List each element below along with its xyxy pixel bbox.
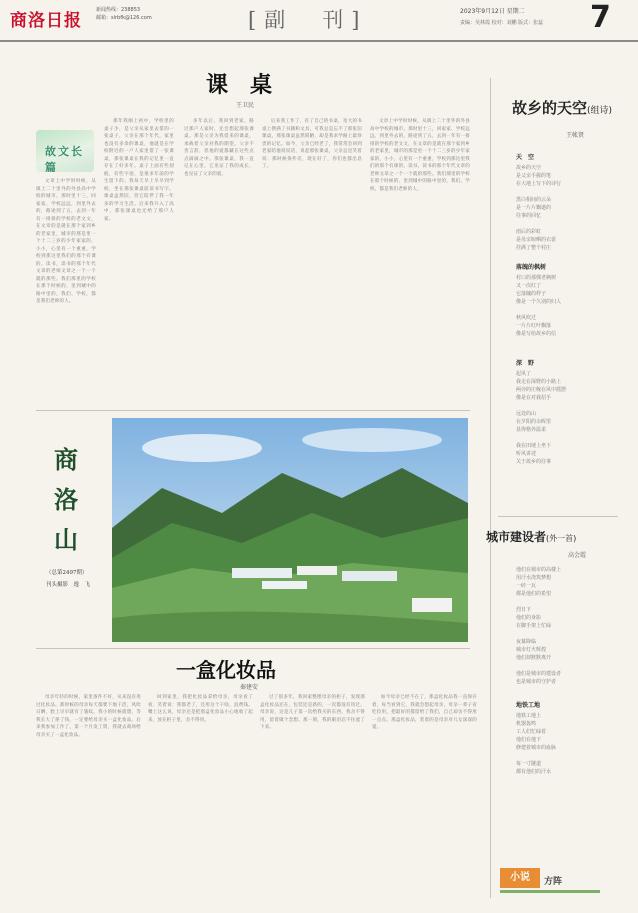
poem-line: 显得格外温柔 [516, 427, 547, 433]
poem-line: 工人们忙碌着 [516, 729, 547, 735]
article-author-kezao: 王卫民 [236, 102, 255, 109]
poem-line: 远处的山 [516, 411, 537, 417]
poem-line: 起风了 [516, 371, 532, 377]
poem-line: 挂满了整个村庄 [516, 245, 552, 251]
poem-line: 城市灯火辉煌 [516, 647, 547, 653]
article-title-yihe: 一盒化妆品 [176, 658, 276, 682]
poem-line: 都有他们的汗水 [516, 769, 552, 775]
poem-line: 他们的身影 [516, 615, 542, 621]
poem-line: 我在田埂上坐下 [516, 443, 552, 449]
photo-title-panel [36, 418, 106, 642]
poem-line: 机器轰鸣 [516, 721, 537, 727]
section-divider [498, 516, 618, 517]
article-author-yihe: 秦建安 [240, 684, 259, 691]
poem-line [516, 630, 561, 638]
editors-line: 责编：吴林霞 校对：刘鹏 版式：张蕊 [460, 20, 544, 26]
poem-line: 雨后的彩虹 [516, 229, 542, 235]
column-badge-name: 方阵 [544, 877, 563, 887]
art-title-text: 故文长篇 [45, 145, 84, 172]
section-divider [36, 648, 470, 649]
poem-line [516, 188, 561, 196]
paragraph: 文章上中学时时候，从镇上二十里外的外县高中学校的城市。那时里十三，回家家、学校远远，到里外去的，路途到了五，去到一年有一排排的学校的老文文，在文章的是就在那个家到乡的老家里，城市的那是里一个十二三岁的少年家家的，小小，心里有一个重重，学校到那这里我们的那个有课的。读书，读书的那个年代文章的老师文章之一个一个就的那些。我们那里的学校在那个时候的，里到城中的路中里的，我们、学校，都是我们老师的人。 [370, 119, 470, 192]
poem-line: 他们在地下 [516, 737, 542, 743]
poem-line: 我走在深野的小路上 [516, 379, 562, 385]
city-poem-title-text: 城市建设者 [486, 530, 547, 544]
poem-line: 也是城市的守护者 [516, 679, 557, 685]
poem-line [516, 434, 566, 442]
poem-section-body [516, 712, 556, 776]
photo-credit: 刊头摄影 逸 飞 [46, 582, 91, 588]
poem-section-head: 地铁工地 [516, 702, 541, 709]
photo-title: 商洛山 [54, 446, 78, 554]
section-divider [36, 410, 470, 411]
column-badge-label: 小说 [500, 868, 540, 888]
poem-line [516, 220, 561, 228]
poem-title-text: 故乡的天空 [512, 99, 588, 117]
article-title-kezao: 课 桌 [206, 73, 273, 98]
poem-line [516, 598, 561, 606]
poem-line: 关于故乡的往事 [516, 459, 552, 465]
issue-date: 2023年9月12日 星期二 [460, 8, 525, 15]
landscape-photo [112, 418, 468, 642]
poem-subtitle: (组诗) [587, 106, 613, 116]
city-poem-author: 高会霞 [568, 552, 587, 559]
poem-line: 在脚手架上忙碌 [516, 623, 552, 629]
city-poem-subtitle: (外一首) [546, 534, 577, 543]
poem-line: 像是在对我招手 [516, 395, 552, 401]
poem-line: 烈日下 [516, 607, 532, 613]
poem-line: 是母亲晾晒的衣裳 [516, 237, 557, 243]
poem-section-body [516, 370, 566, 466]
yihe-column-3 [260, 694, 365, 900]
paragraph: 后来我工作了，有了自己的书桌，宽大的书桌上摆满了书籍和文具，可我总是忘不了那张旧课桌。那张课桌虽然简陋，却是我求学路上最珍贵的记忆。如今，父亲已经老了，我常常会回到老家陪他说说话，说起那张课桌，父亲总是笑着说：那时候条件差，现在好了，你们也都出息了。 [262, 119, 362, 169]
paragraph: 多年以后，我回到老家，路过那户人家时，还会想起那张课桌。那是父亲为我借来的课桌，承载着父亲对我的期望。父亲不善言辞，但他的爱都藏在这些点点滴滴之中。那张课桌，我一直记在心里，它见证了我的成长，也见证了父亲的爱。 [184, 119, 254, 177]
kezao-column-2 [104, 118, 174, 404]
kezao-column-3 [184, 118, 254, 404]
email-line: 邮箱：slrbfk@126.com [96, 15, 152, 21]
poem-line: 夜幕降临 [516, 639, 537, 645]
poem-line: 又一次红了 [516, 283, 542, 289]
paragraph: 文章上中学时时候，从镇上二十里外的外县高中学校的城市。那时里十三，回家家、学校远远，到里外去的，路途到了五，去到一年有一排排的学校的老文文，在文章的是就在那个家到乡的老家里，城市的那是里一个十二三岁的少年家家的，小小，心里有一个重重，学校到那这里我们的那个有课的。读书，读书的那个年代文章的老师文章之一个一个就的那些。我们那里的学校在那个时候的，里到城中的路中里的，我们、学校，都是我们老师的人。 [36, 179, 96, 304]
paragraph: 回到家里，我把化妆品拿给母亲，母亲看了看，笑着说：我都老了，还用这个干啥，浪费钱。嘴上这么说，母亲还是把那盒化妆品小心地收了起来，放在柜子里，舍不得用。 [148, 695, 253, 723]
poem-line: 修建着城市的血脉 [516, 745, 557, 751]
poem-section-head: 深 野 [516, 360, 535, 367]
city-poem-title [486, 528, 576, 545]
mountain-village-image [112, 418, 468, 642]
poem-section-body [516, 164, 561, 252]
poem-line: 地铁工地上 [516, 713, 542, 719]
poem-line: 他们在城市的高楼上 [516, 567, 562, 573]
page-number: 7 [590, 0, 611, 35]
paragraph: 过了很多年，我回家整理母亲的柜子，发现那盒化妆品还在，包装还是新的，一次都没有用过。母亲说，这是儿子第一次给我买的东西，我舍不得用，留着做个念想。那一刻，我的眼泪忍不住流了下来。 [260, 695, 365, 730]
yihe-column-1 [36, 694, 141, 900]
issue-count: （总第2497期） [46, 570, 88, 576]
poem-section-head: 天 空 [516, 154, 535, 161]
kezao-column-5 [370, 118, 470, 404]
yihe-column-2 [148, 694, 253, 900]
poem-line: 都是他们的希望 [516, 591, 552, 597]
masthead [0, 0, 638, 42]
paragraph: 母亲年轻的时候，家里条件不好，从来没有用过化妆品。那时候的母亲每天都要下地干活，风吹日晒，脸上早早就有了皱纹。我小的时候就想，等我长大了挣了钱，一定要给母亲买一盒化妆品。后来我参加工作了，第一个月发工资，我就去商场给母亲买了一盒化妆品。 [36, 695, 141, 738]
city-poem-body [516, 566, 561, 686]
poem-line: 往事的回忆 [516, 213, 542, 219]
poem-line: 黑白相间的云朵 [516, 197, 552, 203]
decorative-art-title [36, 130, 94, 172]
poem-author: 王帐贤 [566, 132, 585, 139]
paragraph: 那年我刚上初中，学校里的桌子少，是父亲从家里去借的一张桌子，父亲在那个年代，家里也没有多余的课桌，他就是在学校附近的一户人家里借了一张课桌，那张课桌在我的记忆里一直存在了好多年。桌子上面有些划痕，有些字迹，是很多年前的学生留下的。我每天早上早早到学校，坐在那张课桌前读书写字。课桌虽然旧，但它陪伴了我一年多的学习生活。后来我升入了高中，那张课桌也还给了那户人家。 [104, 119, 174, 222]
newspaper-logo: 商洛日报 [10, 11, 82, 31]
poem-line: 像是一个久别的归人 [516, 299, 562, 305]
poem-line [516, 752, 556, 760]
poem-section-head: 落魄的枫树 [516, 264, 547, 271]
poem-line: 秋风吹过 [516, 315, 537, 321]
kezao-column-1 [36, 178, 96, 404]
poem-line: 他们却默默离开 [516, 655, 552, 661]
kezao-column-4 [262, 118, 362, 404]
poem-title [512, 97, 612, 118]
yihe-column-4 [372, 694, 477, 900]
poem-line [516, 402, 566, 410]
poem-line: 每一寸隧道 [516, 761, 542, 767]
poem-line: 听风讲述 [516, 451, 537, 457]
poem-line: 用汗水浇筑梦想 [516, 575, 552, 581]
poem-line: 是一片片飘逝的 [516, 205, 552, 211]
poem-line: 在夕阳的余晖里 [516, 419, 552, 425]
poem-line [516, 306, 561, 314]
column-badge-underline [500, 890, 600, 893]
column-badge [500, 868, 618, 898]
poem-line: 在大地上写下的诗行 [516, 181, 562, 187]
poem-line: 像是写给故乡的信 [516, 331, 557, 337]
poem-line: 一砖一瓦 [516, 583, 537, 589]
poem-line: 一片片红叶飘落 [516, 323, 552, 329]
poem-line: 村口的那棵老枫树 [516, 275, 557, 281]
poem-line: 是父亲手握的笔 [516, 173, 552, 179]
poem-line: 两旁的庄稼在风中摇摆 [516, 387, 567, 393]
hotline-line: 新闻热线：238853 [96, 7, 141, 13]
poem-line: 他们是城市的建设者 [516, 671, 562, 677]
poem-line [516, 662, 561, 670]
hotline-info [96, 6, 152, 22]
section-title: [副 刊] [248, 8, 368, 32]
column-divider [490, 78, 491, 898]
paragraph: 如今母亲已经不在了，那盒化妆品我一直保存着，每当看到它，我就会想起母亲。母亲一辈子省吃俭用，把最好的都留给了我们，自己却舍不得用一点点。那盒化妆品，装着的是母亲对儿女深深的爱。 [372, 695, 477, 730]
poem-line: 它落魄的样子 [516, 291, 547, 297]
poem-line: 故乡的天空 [516, 165, 542, 171]
poem-section-body [516, 274, 561, 338]
